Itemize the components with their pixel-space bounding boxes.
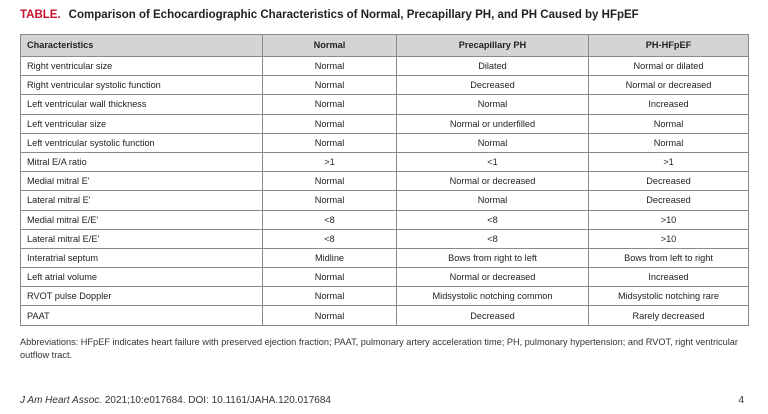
cell-ph-hfpef: >1 (589, 152, 749, 171)
cell-precapillary-ph: Dilated (397, 57, 589, 76)
table-row (21, 114, 749, 133)
row-label: Left ventricular wall thickness (21, 95, 263, 114)
cell-normal: Normal (263, 114, 397, 133)
citation-details: 2021;10:e017684. DOI: 10.1161/JAHA.120.017684 (102, 395, 331, 406)
row-label: Lateral mitral E/E' (21, 229, 263, 248)
cell-ph-hfpef: Decreased (589, 172, 749, 191)
abbreviations-note: Abbreviations: HFpEF indicates heart failure with preserved ejection fraction; PAAT, pulmonary artery acceleration time; PH, pulmonary hypertension; and RVOT, right ventricular outflow tract. (20, 337, 738, 360)
cell-ph-hfpef: Normal (589, 133, 749, 152)
table-row (21, 76, 749, 95)
cell-ph-hfpef: >10 (589, 210, 749, 229)
table-header (21, 35, 749, 57)
cell-normal: Normal (263, 268, 397, 287)
cell-precapillary-ph: Normal (397, 133, 589, 152)
table-row (21, 306, 749, 325)
header-characteristics: Characteristics (21, 35, 263, 57)
cell-precapillary-ph: <8 (397, 210, 589, 229)
table-body (21, 57, 749, 326)
cell-normal: Normal (263, 95, 397, 114)
cell-normal: Normal (263, 133, 397, 152)
row-label: RVOT pulse Doppler (21, 287, 263, 306)
table-title-text: Comparison of Echocardiographic Characteristics of Normal, Precapillary PH, and PH Caused by HFpEF (68, 9, 639, 21)
cell-normal: Normal (263, 172, 397, 191)
cell-ph-hfpef: Normal or decreased (589, 76, 749, 95)
row-label: Right ventricular systolic function (21, 76, 263, 95)
cell-normal: Normal (263, 76, 397, 95)
table-row (21, 57, 749, 76)
cell-normal: <8 (263, 229, 397, 248)
cell-normal: Normal (263, 57, 397, 76)
table-row (21, 287, 749, 306)
cell-precapillary-ph: Normal (397, 191, 589, 210)
row-label: Mitral E/A ratio (21, 152, 263, 171)
table-row (21, 248, 749, 267)
row-label: Medial mitral E/E' (21, 210, 263, 229)
row-label: Right ventricular size (21, 57, 263, 76)
cell-precapillary-ph: Normal (397, 95, 589, 114)
cell-normal: Normal (263, 287, 397, 306)
cell-normal: Midline (263, 248, 397, 267)
journal-citation (20, 395, 331, 406)
cell-ph-hfpef: Decreased (589, 191, 749, 210)
table-label: TABLE. (20, 9, 61, 21)
cell-ph-hfpef: Midsystolic notching rare (589, 287, 749, 306)
row-label: PAAT (21, 306, 263, 325)
cell-precapillary-ph: <1 (397, 152, 589, 171)
cell-normal: Normal (263, 191, 397, 210)
row-label: Interatrial septum (21, 248, 263, 267)
cell-ph-hfpef: Rarely decreased (589, 306, 749, 325)
row-label: Lateral mitral E' (21, 191, 263, 210)
table-row (21, 95, 749, 114)
cell-normal: <8 (263, 210, 397, 229)
cell-precapillary-ph: Normal or underfilled (397, 114, 589, 133)
cell-ph-hfpef: Increased (589, 95, 749, 114)
cell-precapillary-ph: Midsystolic notching common (397, 287, 589, 306)
row-label: Left ventricular size (21, 114, 263, 133)
journal-name: J Am Heart Assoc. (20, 395, 103, 406)
table-row (21, 210, 749, 229)
table-row (21, 268, 749, 287)
cell-precapillary-ph: Bows from right to left (397, 248, 589, 267)
comparison-table (20, 34, 749, 326)
row-label: Left ventricular systolic function (21, 133, 263, 152)
table-row (21, 229, 749, 248)
cell-ph-hfpef: Normal (589, 114, 749, 133)
cell-precapillary-ph: Normal or decreased (397, 172, 589, 191)
table-row (21, 133, 749, 152)
table-row (21, 191, 749, 210)
cell-ph-hfpef: >10 (589, 229, 749, 248)
cell-precapillary-ph: <8 (397, 229, 589, 248)
cell-ph-hfpef: Bows from left to right (589, 248, 749, 267)
table-title (20, 9, 639, 21)
table-row (21, 172, 749, 191)
header-row (21, 35, 749, 57)
cell-precapillary-ph: Normal or decreased (397, 268, 589, 287)
header-precapillary-ph: Precapillary PH (397, 35, 589, 57)
cell-normal: Normal (263, 306, 397, 325)
cell-ph-hfpef: Normal or dilated (589, 57, 749, 76)
row-label: Left atrial volume (21, 268, 263, 287)
header-ph-hfpef: PH-HFpEF (589, 35, 749, 57)
cell-ph-hfpef: Increased (589, 268, 749, 287)
cell-precapillary-ph: Decreased (397, 76, 589, 95)
page-number: 4 (738, 395, 744, 406)
row-label: Medial mitral E' (21, 172, 263, 191)
header-normal: Normal (263, 35, 397, 57)
cell-precapillary-ph: Decreased (397, 306, 589, 325)
table-row (21, 152, 749, 171)
cell-normal: >1 (263, 152, 397, 171)
